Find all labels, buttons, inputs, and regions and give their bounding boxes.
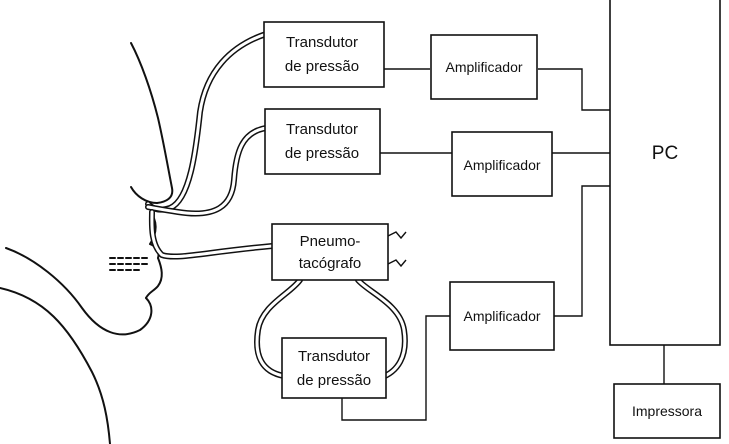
transducer-2-line1: Transdutor (286, 121, 358, 138)
transducer-1 (264, 22, 384, 87)
transducer-3-line2: de pressão (296, 372, 372, 389)
transducer-2 (265, 109, 380, 174)
pneumotachograph-line2: tacógrafo (298, 255, 362, 272)
pneumotachograph-line1: Pneumo- (299, 233, 361, 250)
amplifier-2 (452, 132, 552, 196)
pc-label: PC (651, 143, 679, 164)
tube-mask-to-pneumotachograph (152, 212, 272, 257)
transducer-3 (282, 338, 386, 398)
amplifier-1-label: Amplificador (445, 59, 523, 75)
amplifier-3-label: Amplificador (463, 308, 541, 324)
pc (610, 0, 720, 345)
transducer-3-line1: Transdutor (298, 348, 370, 365)
transducer-1-line2: de pressão (284, 58, 360, 75)
tube-to-transducer-1 (148, 34, 266, 210)
amplifier-1 (431, 35, 537, 99)
face-profile (0, 43, 172, 444)
amplifier-3 (450, 282, 554, 350)
amplifier-2-label: Amplificador (463, 157, 541, 173)
transducer-1-line1: Transdutor (286, 34, 358, 51)
transducer-2-line2: de pressão (284, 145, 360, 162)
pneumotachograph (272, 224, 388, 280)
printer-label: Impressora (631, 403, 703, 419)
printer (614, 384, 720, 438)
